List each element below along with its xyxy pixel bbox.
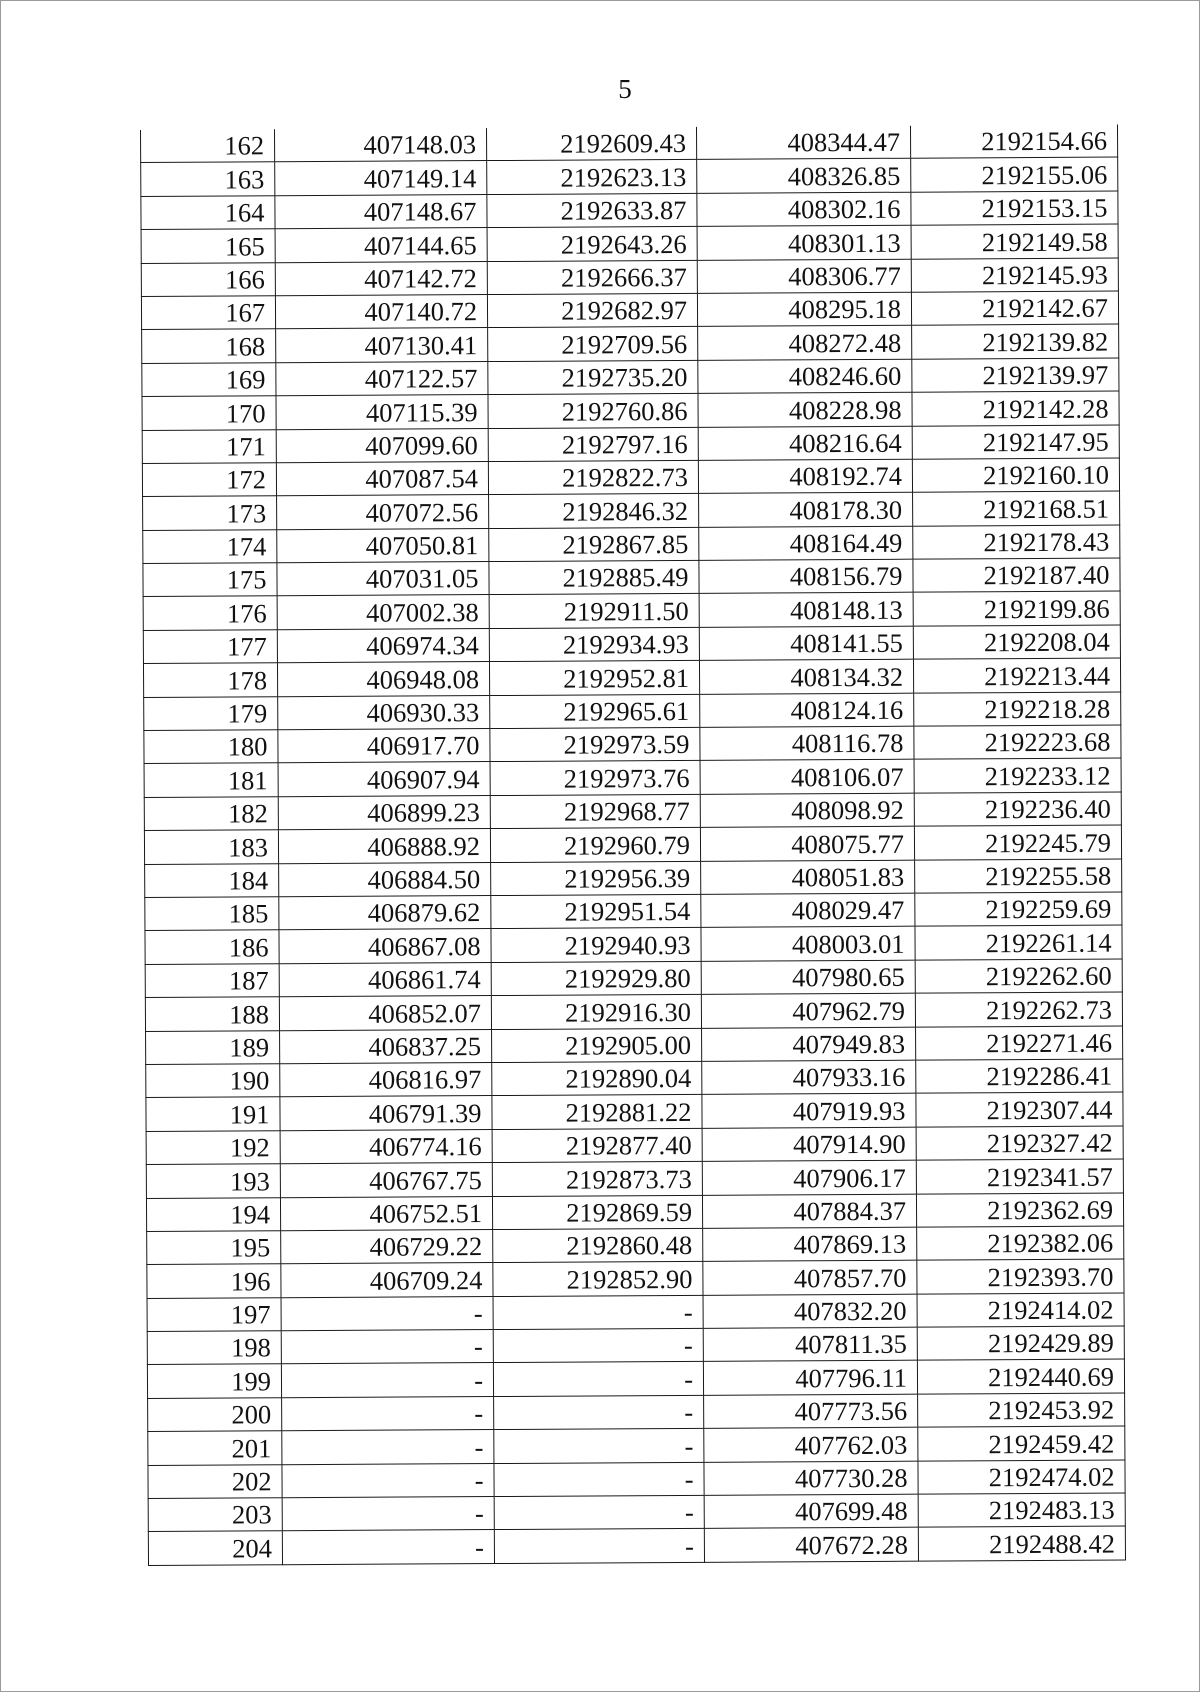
point-number-cell: 189 <box>146 1030 280 1064</box>
point-number-cell: 195 <box>147 1231 281 1265</box>
easting-1-cell: 406867.08 <box>279 929 491 964</box>
easting-2-cell: 408306.77 <box>697 259 911 294</box>
northing-1-cell: 2192929.80 <box>491 961 701 996</box>
northing-2-cell: 2192245.79 <box>914 825 1121 860</box>
northing-1-cell: 2192951.54 <box>491 894 701 929</box>
easting-1-cell: - <box>282 1463 494 1498</box>
point-number-cell: 166 <box>141 262 275 296</box>
northing-2-cell: 2192271.46 <box>916 1026 1123 1061</box>
easting-1-cell: 407050.81 <box>277 528 489 563</box>
northing-1-cell: 2192877.40 <box>492 1128 702 1163</box>
point-number-cell: 170 <box>142 396 276 430</box>
northing-2-cell: 2192440.69 <box>917 1359 1124 1394</box>
table-row <box>143 592 1120 631</box>
easting-1-cell: 406837.25 <box>280 1029 492 1064</box>
easting-1-cell: 407149.14 <box>275 161 487 196</box>
northing-1-cell: 2192846.32 <box>489 494 699 529</box>
northing-2-cell: 2192142.28 <box>912 391 1119 426</box>
northing-1-cell: 2192666.37 <box>487 260 697 295</box>
table-row <box>146 1059 1123 1098</box>
point-number-cell: 186 <box>145 930 279 964</box>
table-row <box>141 157 1118 196</box>
northing-1-cell: 2192952.81 <box>489 661 699 696</box>
easting-1-cell: 406767.75 <box>280 1163 492 1198</box>
easting-1-cell: 406917.70 <box>278 729 490 764</box>
point-number-cell: 167 <box>141 296 275 330</box>
point-number-cell: 203 <box>148 1498 282 1532</box>
easting-1-cell: 407087.54 <box>276 461 488 496</box>
northing-1-cell: 2192609.43 <box>486 127 696 161</box>
easting-2-cell: 408326.85 <box>697 159 911 194</box>
easting-1-cell: 407148.67 <box>275 194 487 229</box>
easting-2-cell: 407699.48 <box>704 1494 918 1529</box>
table-row <box>143 558 1120 597</box>
northing-2-cell: 2192187.40 <box>913 558 1120 593</box>
northing-1-cell: 2192956.39 <box>491 861 701 896</box>
northing-2-cell: 2192414.02 <box>917 1293 1124 1328</box>
northing-1-cell: 2192860.48 <box>493 1228 703 1263</box>
easting-1-cell: 406791.39 <box>280 1096 492 1131</box>
table-row <box>144 692 1121 731</box>
point-number-cell: 198 <box>147 1331 281 1365</box>
table-row <box>145 892 1122 931</box>
point-number-cell: 172 <box>142 463 276 497</box>
easting-2-cell: 408003.01 <box>701 927 915 962</box>
table-row <box>141 258 1118 297</box>
coordinates-table-body <box>140 125 1125 1566</box>
page-number: 5 <box>618 74 632 104</box>
northing-2-cell: 2192147.95 <box>912 425 1119 460</box>
northing-2-cell: 2192218.28 <box>914 692 1121 727</box>
table-row <box>143 525 1120 564</box>
table-row <box>146 1126 1123 1165</box>
easting-2-cell: 408302.16 <box>697 192 911 227</box>
northing-1-cell: 2192873.73 <box>492 1161 702 1196</box>
northing-1-cell: 2192869.59 <box>492 1195 702 1230</box>
point-number-cell: 163 <box>141 162 275 196</box>
easting-2-cell: 407869.13 <box>703 1227 917 1262</box>
northing-2-cell: 2192261.14 <box>915 925 1122 960</box>
easting-2-cell: 408272.48 <box>698 326 912 361</box>
easting-2-cell: 407672.28 <box>704 1528 918 1563</box>
northing-1-cell: 2192643.26 <box>487 227 697 262</box>
table-row <box>143 625 1120 664</box>
northing-2-cell: 2192474.02 <box>918 1460 1125 1495</box>
point-number-cell: 164 <box>141 196 275 230</box>
easting-1-cell: 406709.24 <box>281 1263 493 1298</box>
northing-2-cell: 2192145.93 <box>911 258 1118 293</box>
easting-2-cell: 408124.16 <box>700 693 914 728</box>
table-row <box>142 358 1119 397</box>
easting-1-cell: 407031.05 <box>277 562 489 597</box>
northing-2-cell: 2192139.97 <box>912 358 1119 393</box>
easting-2-cell: 407832.20 <box>703 1294 917 1329</box>
point-number-cell: 181 <box>144 763 278 797</box>
northing-2-cell: 2192262.73 <box>915 992 1122 1027</box>
easting-1-cell: 406948.08 <box>277 662 489 697</box>
easting-2-cell: 408029.47 <box>701 893 915 928</box>
easting-1-cell: 406816.97 <box>280 1062 492 1097</box>
table-row <box>144 825 1121 864</box>
easting-2-cell: 408301.13 <box>697 225 911 260</box>
point-number-cell: 202 <box>148 1464 282 1498</box>
table-row <box>145 959 1122 998</box>
easting-1-cell: 406774.16 <box>280 1129 492 1164</box>
northing-1-cell: - <box>494 1429 704 1464</box>
point-number-cell: 165 <box>141 229 275 263</box>
point-number-cell: 197 <box>147 1297 281 1331</box>
easting-1-cell: 407099.60 <box>276 428 488 463</box>
point-number-cell: 169 <box>142 362 276 396</box>
easting-2-cell: 407949.83 <box>702 1027 916 1062</box>
northing-1-cell: 2192760.86 <box>488 394 698 429</box>
easting-2-cell: 407762.03 <box>704 1427 918 1462</box>
northing-1-cell: - <box>494 1462 704 1497</box>
point-number-cell: 173 <box>143 496 277 530</box>
easting-2-cell: 408148.13 <box>699 593 913 628</box>
easting-1-cell: 407072.56 <box>277 495 489 530</box>
northing-1-cell: 2192890.04 <box>492 1061 702 1096</box>
point-number-cell: 174 <box>143 529 277 563</box>
easting-2-cell: 407884.37 <box>702 1194 916 1229</box>
northing-2-cell: 2192382.06 <box>917 1226 1124 1261</box>
easting-1-cell: 407142.72 <box>275 261 487 296</box>
easting-1-cell: 407130.41 <box>276 328 488 363</box>
northing-1-cell: 2192682.97 <box>487 293 697 328</box>
easting-2-cell: 408116.78 <box>700 726 914 761</box>
northing-1-cell: - <box>493 1295 703 1330</box>
northing-2-cell: 2192233.12 <box>914 758 1121 793</box>
easting-1-cell: 406879.62 <box>279 896 491 931</box>
easting-2-cell: 408216.64 <box>698 426 912 461</box>
point-number-cell: 180 <box>144 730 278 764</box>
point-number-cell: 185 <box>145 897 279 931</box>
easting-2-cell: 407796.11 <box>703 1361 917 1396</box>
northing-1-cell: 2192867.85 <box>489 527 699 562</box>
easting-2-cell: 407980.65 <box>701 960 915 995</box>
point-number-cell: 177 <box>143 630 277 664</box>
easting-2-cell: 408141.55 <box>699 626 913 661</box>
table-row <box>145 992 1122 1031</box>
northing-2-cell: 2192139.82 <box>912 324 1119 359</box>
easting-1-cell: 406888.92 <box>278 829 490 864</box>
northing-2-cell: 2192153.15 <box>911 191 1118 226</box>
northing-1-cell: 2192633.87 <box>487 193 697 228</box>
easting-1-cell: - <box>282 1530 494 1565</box>
northing-1-cell: - <box>494 1529 704 1564</box>
table-row <box>144 792 1121 831</box>
point-number-cell: 171 <box>142 429 276 463</box>
easting-2-cell: 408075.77 <box>700 826 914 861</box>
northing-2-cell: 2192149.58 <box>911 224 1118 259</box>
table-row <box>145 859 1122 898</box>
northing-2-cell: 2192154.66 <box>910 125 1117 159</box>
table-row <box>146 1026 1123 1065</box>
easting-2-cell: 407811.35 <box>703 1327 917 1362</box>
easting-2-cell: 408344.47 <box>696 126 910 160</box>
easting-2-cell: 407730.28 <box>704 1461 918 1496</box>
northing-1-cell: 2192973.59 <box>490 727 700 762</box>
northing-2-cell: 2192307.44 <box>916 1092 1123 1127</box>
point-number-cell: 192 <box>146 1130 280 1164</box>
point-number-cell: 190 <box>146 1064 280 1098</box>
northing-2-cell: 2192208.04 <box>913 625 1120 660</box>
easting-2-cell: 408192.74 <box>698 459 912 494</box>
point-number-cell: 193 <box>146 1164 280 1198</box>
easting-2-cell: 408246.60 <box>698 359 912 394</box>
easting-1-cell: - <box>281 1296 493 1331</box>
northing-1-cell: 2192960.79 <box>490 828 700 863</box>
northing-2-cell: 2192213.44 <box>913 658 1120 693</box>
northing-2-cell: 2192286.41 <box>916 1059 1123 1094</box>
northing-1-cell: 2192968.77 <box>490 794 700 829</box>
coordinates-table <box>140 125 1126 1566</box>
northing-1-cell: 2192852.90 <box>493 1262 703 1297</box>
northing-1-cell: 2192973.76 <box>490 761 700 796</box>
easting-1-cell: - <box>281 1330 493 1365</box>
easting-2-cell: 408156.79 <box>699 559 913 594</box>
point-number-cell: 179 <box>144 696 278 730</box>
point-number-cell: 204 <box>148 1531 282 1565</box>
point-number-cell: 201 <box>148 1431 282 1465</box>
easting-2-cell: 408295.18 <box>697 292 911 327</box>
northing-1-cell: 2192885.49 <box>489 560 699 595</box>
table-row <box>142 458 1119 497</box>
easting-2-cell: 408164.49 <box>699 526 913 561</box>
table-row <box>141 191 1118 230</box>
table-row <box>148 1426 1125 1465</box>
easting-2-cell: 407962.79 <box>701 993 915 1028</box>
table-row <box>146 1159 1123 1198</box>
northing-1-cell: 2192709.56 <box>488 327 698 362</box>
table-row <box>148 1393 1125 1432</box>
easting-1-cell: 407115.39 <box>276 395 488 430</box>
northing-2-cell: 2192178.43 <box>913 525 1120 560</box>
point-number-cell: 182 <box>144 797 278 831</box>
northing-2-cell: 2192142.67 <box>911 291 1118 326</box>
point-number-cell: 196 <box>147 1264 281 1298</box>
easting-1-cell: 406752.51 <box>280 1196 492 1231</box>
table-row <box>147 1293 1124 1332</box>
northing-1-cell: 2192911.50 <box>489 594 699 629</box>
northing-2-cell: 2192341.57 <box>916 1159 1123 1194</box>
northing-1-cell: 2192916.30 <box>491 995 701 1030</box>
northing-2-cell: 2192155.06 <box>911 157 1118 192</box>
table-row <box>146 1193 1123 1232</box>
point-number-cell: 194 <box>146 1197 280 1231</box>
easting-2-cell: 407914.90 <box>702 1127 916 1162</box>
point-number-cell: 178 <box>143 663 277 697</box>
table-row <box>144 725 1121 764</box>
northing-1-cell: 2192881.22 <box>492 1095 702 1130</box>
table-row <box>148 1493 1125 1532</box>
northing-2-cell: 2192259.69 <box>915 892 1122 927</box>
northing-1-cell: - <box>494 1495 704 1530</box>
point-number-cell: 200 <box>148 1398 282 1432</box>
northing-1-cell: - <box>494 1395 704 1430</box>
table-row <box>148 1460 1125 1499</box>
easting-2-cell: 408178.30 <box>699 492 913 527</box>
easting-2-cell: 408228.98 <box>698 392 912 427</box>
table-row <box>148 1526 1125 1565</box>
easting-1-cell: - <box>282 1430 494 1465</box>
northing-2-cell: 2192483.13 <box>918 1493 1125 1528</box>
northing-2-cell: 2192327.42 <box>916 1126 1123 1161</box>
easting-1-cell: 406907.94 <box>278 762 490 797</box>
point-number-cell: 199 <box>147 1364 281 1398</box>
table-row <box>144 758 1121 797</box>
easting-2-cell: 408051.83 <box>701 860 915 895</box>
easting-1-cell: 407002.38 <box>277 595 489 630</box>
table-row <box>147 1226 1124 1265</box>
northing-1-cell: 2192905.00 <box>492 1028 702 1063</box>
table-row <box>141 291 1118 330</box>
easting-2-cell: 408098.92 <box>700 793 914 828</box>
table-row <box>143 491 1120 530</box>
easting-2-cell: 407906.17 <box>702 1160 916 1195</box>
northing-2-cell: 2192223.68 <box>914 725 1121 760</box>
northing-2-cell: 2192236.40 <box>914 792 1121 827</box>
point-number-cell: 188 <box>145 997 279 1031</box>
table-row <box>142 425 1119 464</box>
easting-1-cell: 407140.72 <box>275 295 487 330</box>
northing-2-cell: 2192255.58 <box>915 859 1122 894</box>
point-number-cell: 187 <box>145 964 279 998</box>
northing-1-cell: 2192934.93 <box>489 627 699 662</box>
northing-1-cell: 2192940.93 <box>491 928 701 963</box>
northing-1-cell: 2192797.16 <box>488 427 698 462</box>
point-number-cell: 184 <box>145 863 279 897</box>
easting-2-cell: 407919.93 <box>702 1094 916 1129</box>
easting-1-cell: 406861.74 <box>279 962 491 997</box>
easting-1-cell: 406974.34 <box>277 628 489 663</box>
point-number-cell: 162 <box>140 129 274 163</box>
table-row <box>140 125 1117 163</box>
northing-2-cell: 2192262.60 <box>915 959 1122 994</box>
easting-1-cell: - <box>282 1396 494 1431</box>
easting-2-cell: 408106.07 <box>700 760 914 795</box>
northing-1-cell: 2192822.73 <box>488 460 698 495</box>
table-row <box>141 224 1118 263</box>
table-row <box>142 391 1119 430</box>
point-number-cell: 175 <box>143 563 277 597</box>
northing-2-cell: 2192160.10 <box>912 458 1119 493</box>
northing-2-cell: 2192459.42 <box>918 1426 1125 1461</box>
northing-1-cell: - <box>493 1328 703 1363</box>
table-row <box>143 658 1120 697</box>
northing-1-cell: 2192965.61 <box>490 694 700 729</box>
table-row <box>142 324 1119 363</box>
easting-2-cell: 408134.32 <box>699 659 913 694</box>
easting-2-cell: 407933.16 <box>702 1060 916 1095</box>
table-row <box>147 1326 1124 1365</box>
table-row <box>147 1259 1124 1298</box>
easting-1-cell: 406930.33 <box>278 695 490 730</box>
northing-2-cell: 2192393.70 <box>917 1259 1124 1294</box>
northing-2-cell: 2192199.86 <box>913 592 1120 627</box>
easting-1-cell: 407144.65 <box>275 228 487 263</box>
northing-2-cell: 2192168.51 <box>913 491 1120 526</box>
northing-1-cell: 2192623.13 <box>487 160 697 195</box>
northing-1-cell: - <box>493 1362 703 1397</box>
table-row <box>146 1092 1123 1131</box>
point-number-cell: 183 <box>144 830 278 864</box>
northing-2-cell: 2192429.89 <box>917 1326 1124 1361</box>
easting-2-cell: 407857.70 <box>703 1260 917 1295</box>
northing-2-cell: 2192453.92 <box>918 1393 1125 1428</box>
point-number-cell: 191 <box>146 1097 280 1131</box>
northing-1-cell: 2192735.20 <box>488 360 698 395</box>
easting-1-cell: - <box>281 1363 493 1398</box>
point-number-cell: 176 <box>143 596 277 630</box>
easting-1-cell: 406852.07 <box>279 996 491 1031</box>
northing-2-cell: 2192362.69 <box>916 1193 1123 1228</box>
table-row <box>145 925 1122 964</box>
easting-2-cell: 407773.56 <box>704 1394 918 1429</box>
point-number-cell: 168 <box>142 329 276 363</box>
easting-1-cell: 407148.03 <box>274 128 486 162</box>
easting-1-cell: 406899.23 <box>278 795 490 830</box>
easting-1-cell: - <box>282 1497 494 1532</box>
easting-1-cell: 406884.50 <box>279 862 491 897</box>
northing-2-cell: 2192488.42 <box>918 1526 1125 1561</box>
easting-1-cell: 407122.57 <box>276 361 488 396</box>
table-row <box>147 1359 1124 1398</box>
easting-1-cell: 406729.22 <box>281 1229 493 1264</box>
